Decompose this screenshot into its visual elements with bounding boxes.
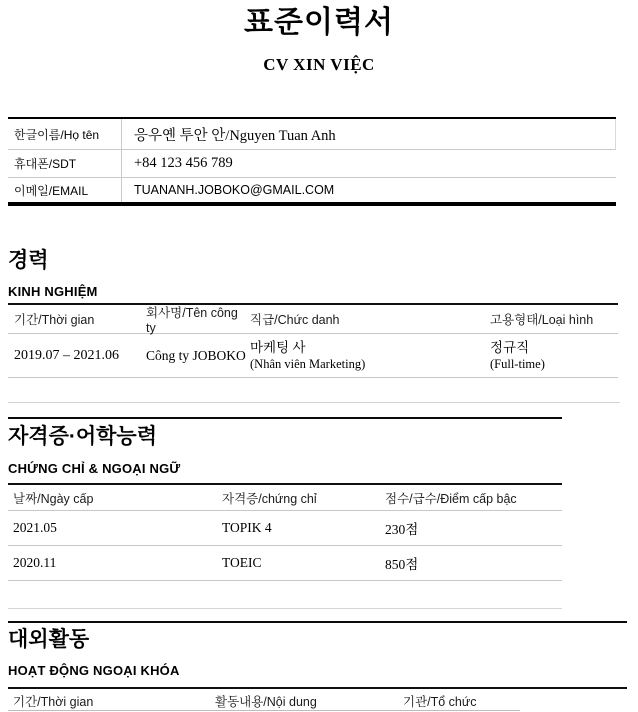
- activities-header-period: 기간/Thời gian: [13, 694, 94, 709]
- certificate-row: [8, 511, 562, 546]
- activities-table: [8, 687, 627, 712]
- experience-header-period: 기간/Thời gian: [14, 313, 95, 327]
- certificates-table: [8, 483, 562, 581]
- experience-section-subtitle: KINH NGHIỆM: [8, 284, 98, 299]
- experience-table-row: [8, 334, 618, 378]
- email-label: 이메일/EMAIL: [8, 178, 122, 202]
- phone-label: 휴대폰/SDT: [8, 150, 122, 177]
- name-value: 응우옌 투안 안/Nguyen Tuan Anh: [134, 127, 336, 144]
- email-value: TUANANH.JOBOKO@GMAIL.COM: [134, 183, 335, 197]
- document-title-korean: 표준이력서: [244, 6, 394, 39]
- certificates-table-header: [8, 485, 562, 511]
- certificate-name: TOPIK 4: [222, 520, 272, 535]
- experience-employment-type: [490, 334, 618, 377]
- activities-section-title: 대외활동: [8, 628, 90, 651]
- experience-header-type: 고용형태/Loại hình: [490, 313, 594, 327]
- certificates-section-top-rule: [8, 417, 562, 419]
- experience-table: [8, 303, 618, 378]
- activities-table-header: [8, 689, 627, 712]
- experience-table-header: [8, 305, 618, 334]
- personal-row-phone: [8, 150, 616, 178]
- experience-type-korean: 정규직: [490, 340, 530, 355]
- name-label: 한글이름/Họ tên: [8, 119, 122, 149]
- certificate-name: TOEIC: [222, 555, 262, 570]
- experience-header-company: 회사명/Tên công ty: [146, 306, 238, 335]
- certificate-row: [8, 546, 562, 581]
- experience-header-position: 직급/Chức danh: [250, 313, 340, 327]
- activities-section-top-rule: [8, 621, 627, 623]
- document-title-vietnamese: CV XIN VIỆC: [263, 55, 375, 74]
- activities-header-organization: 기관/Tổ chức: [403, 694, 477, 709]
- certificates-header-score: 점수/급수/Điểm cấp bậc: [385, 491, 517, 506]
- experience-company: Công ty JOBOKO: [146, 347, 246, 363]
- activities-row-rule-cutoff: [8, 710, 520, 711]
- phone-value: +84 123 456 789: [134, 155, 233, 171]
- experience-type-english: (Full-time): [490, 357, 545, 371]
- activities-header-content: 활동내용/Nội dung: [215, 694, 317, 709]
- certificate-score: 230점: [385, 522, 419, 537]
- certificate-date: 2021.05: [13, 520, 57, 535]
- certificates-section-title: 자격증·어학능력: [8, 425, 157, 448]
- certificates-header-name: 자격증/chứng chỉ: [222, 491, 317, 506]
- experience-position: [250, 334, 490, 377]
- experience-period: 2019.07 – 2021.06: [14, 347, 119, 363]
- certificates-header-date: 날짜/Ngày cấp: [13, 491, 94, 506]
- personal-row-name: [8, 119, 616, 150]
- certificate-score: 850점: [385, 557, 419, 572]
- certificate-date: 2020.11: [13, 555, 57, 570]
- personal-info-table: [8, 117, 616, 206]
- experience-position-korean: 마케팅 사: [250, 340, 306, 355]
- experience-position-vietnamese: (Nhân viên Marketing): [250, 357, 366, 371]
- certificates-section-subtitle: CHỨNG CHỈ & NGOẠI NGỮ: [8, 461, 181, 476]
- certificates-section-end-rule: [8, 608, 562, 609]
- personal-row-email: [8, 178, 616, 202]
- activities-section-subtitle: HOẠT ĐỘNG NGOẠI KHÓA: [8, 663, 180, 678]
- experience-section-end-rule: [8, 402, 620, 403]
- experience-section-title: 경력: [8, 249, 49, 272]
